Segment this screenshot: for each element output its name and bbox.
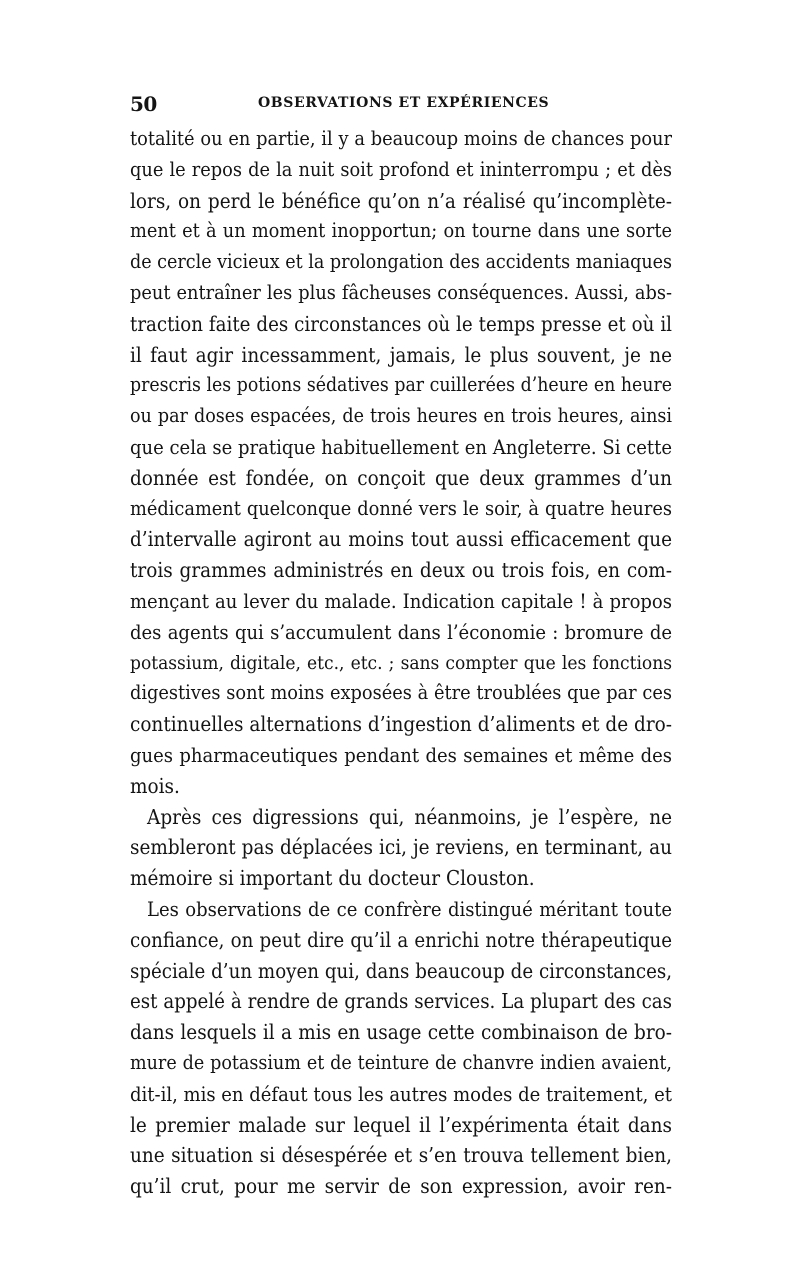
text-line: peut entraîner les plus fâcheuses conséquences. Aussi, abs- xyxy=(130,280,672,304)
running-title: OBSERVATIONS ET EXPÉRIENCES xyxy=(258,95,550,111)
text-line: dit-il, mis en défaut tous les autres modes de traitement, et xyxy=(130,1081,672,1106)
running-head xyxy=(130,92,678,116)
text-line: ment et à un moment inopportun; on tourne dans une sorte xyxy=(130,219,672,243)
text-line: traction faite des circonstances où le temps presse et où il xyxy=(130,311,672,336)
text-line: gues pharmaceutiques pendant des semaines et même des xyxy=(130,742,672,767)
text-line: le premier malade sur lequel il l’expérimenta était dans xyxy=(130,1112,672,1137)
text-line: digestives sont moins exposées à être troublées que par ces xyxy=(130,681,672,705)
text-line: dans lesquels il a mis en usage cette combinaison de bro- xyxy=(130,1020,672,1045)
text-line: spéciale d’un moyen qui, dans beaucoup de circonstances, xyxy=(130,958,672,983)
text-line: que le repos de la nuit soit profond et ininterrompu ; et dès xyxy=(130,157,672,181)
text-line: prescris les potions sédatives par cuillerées d’heure en heure xyxy=(130,373,672,397)
text-line: qu’il crut, pour me servir de son expression, avoir ren- xyxy=(130,1174,672,1199)
text-line: de cercle vicieux et la prolongation des accidents maniaques xyxy=(130,250,673,274)
paragraph-1 xyxy=(130,124,672,802)
text-line: mure de potassium et de teinture de chanvre indien avaient, xyxy=(130,1050,672,1074)
text-line: ou par doses espacées, de trois heures en trois heures, ainsi xyxy=(130,404,672,428)
page-number: 50 xyxy=(130,92,157,116)
text-line: est appelé à rendre de grands services. La plupart des cas xyxy=(130,989,672,1014)
text-line: trois grammes administrés en deux ou trois fois, en com- xyxy=(130,558,672,583)
text-line: confiance, on peut dire qu’il a enrichi notre thérapeutique xyxy=(130,927,672,952)
text-line: médicament quelconque donné vers le soir, à quatre heures xyxy=(130,496,672,520)
text-line: d’intervalle agiront au moins tout aussi efficacement que xyxy=(130,527,672,552)
text-line: Les observations de ce confrère distingué méritant toute xyxy=(147,896,672,921)
text-line: potassium, digitale, etc., etc. ; sans compter que les fonctions xyxy=(130,651,672,674)
text-line: sembleront pas déplacées ici, je reviens, en terminant, au xyxy=(130,835,672,860)
text-line: donnée est fondée, on conçoit que deux grammes d’un xyxy=(130,465,672,490)
paragraph-2 xyxy=(130,802,672,894)
text-line: Après ces digressions qui, néanmoins, je l’espère, ne xyxy=(147,804,672,829)
text-line: mois. xyxy=(130,773,180,798)
text-line: totalité ou en partie, il y a beaucoup moins de chances pour xyxy=(130,127,672,150)
body-text xyxy=(130,124,672,1202)
text-line: que cela se pratique habituellement en Angleterre. Si cette xyxy=(130,434,672,459)
text-line: des agents qui s’accumulent dans l’économie : bromure de xyxy=(130,619,672,644)
text-line: il faut agir incessamment, jamais, le plus souvent, je ne xyxy=(130,342,672,367)
text-line: mençant au lever du malade. Indication capitale ! à propos xyxy=(130,588,672,613)
text-line: continuelles alternations d’ingestion d’aliments et de dro- xyxy=(130,712,672,737)
text-line: lors, on perd le bénéfice qu’on n’a réalisé qu’incomplète- xyxy=(130,188,672,213)
paragraph-3 xyxy=(130,894,672,1202)
text-line: mémoire si important du docteur Clouston. xyxy=(130,866,535,891)
text-line: une situation si désespérée et s’en trouva tellement bien, xyxy=(130,1143,672,1168)
